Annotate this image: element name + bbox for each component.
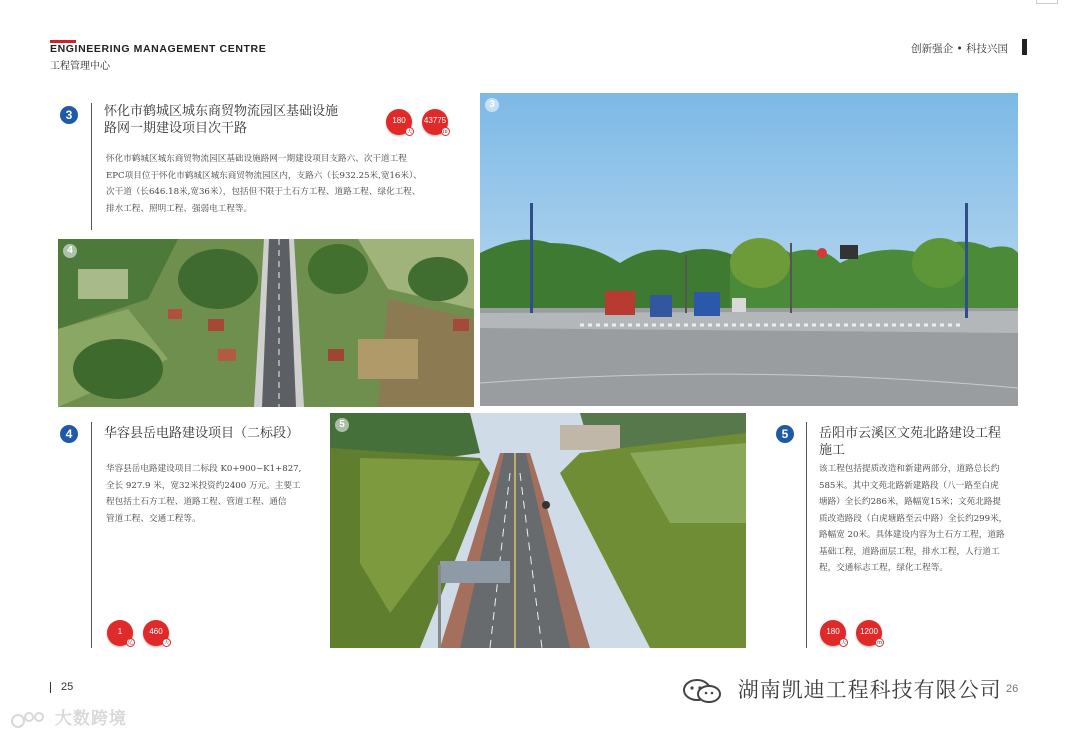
project-5-description <box>819 461 1007 577</box>
badge-value: 180 <box>826 627 840 636</box>
project-4-description <box>106 461 301 527</box>
watermark-right-text: 湖南凯迪工程科技有限公司 <box>737 678 1002 702</box>
project-3-description <box>106 151 422 217</box>
header-title-en: ENGINEERING MANAGEMENT CENTRE <box>50 43 267 55</box>
badge-unit: m <box>875 638 884 647</box>
slogan-bar <box>1022 39 1027 55</box>
badge-value: 180 <box>392 116 406 125</box>
project-3-rule <box>91 103 92 230</box>
project-5-title-line1: 岳阳市云溪区文苑北路建设工程 <box>819 426 1002 441</box>
project-4-title: 华容县岳电路建设项目（二标段） <box>104 426 300 441</box>
watermark-logo-icon <box>10 709 48 729</box>
desc-line: 程，交通标志工程，绿化工程等。 <box>819 563 948 573</box>
project-3-number: 3 <box>60 106 78 124</box>
desc-line: 路幅宽 20米。具体建设内容为土石方工程，道路 <box>819 530 1005 540</box>
project-4-number: 4 <box>60 425 78 443</box>
page-number-right: 26 <box>1006 683 1019 695</box>
photo-label: 3 <box>485 98 499 112</box>
desc-line: 质改造路段（白虎塘路至云中路）全长约299米， <box>819 513 1008 524</box>
project-3-duration-badge <box>386 109 412 135</box>
header-slogan: 创新强企 • 科技兴国 <box>911 43 1008 55</box>
desc-line: 塘路）全长约286米，路幅宽15米；文苑北路提 <box>819 497 1002 507</box>
page-number-bar <box>50 682 51 693</box>
valley-road-photo <box>330 413 746 648</box>
badge-value: 460 <box>149 627 163 636</box>
project-5-title-line2: 施工 <box>819 443 846 458</box>
project-5-title <box>819 425 1001 459</box>
desc-line: 华容县岳电路建设项目二标段 K0+900~K1+827, <box>106 464 302 474</box>
corner-mark <box>1036 0 1058 4</box>
desc-line: 程包括土石方工程、道路工程、管道工程、通信 <box>106 497 287 507</box>
page-number: 25 <box>61 681 74 693</box>
project-4-duration-badge <box>143 620 169 646</box>
desc-line: 全长 927.9 米，宽32米投资约2400 万元。主要工 <box>106 480 301 491</box>
aerial-road-photo <box>58 239 474 407</box>
photo-label: 5 <box>335 418 349 432</box>
watermark-left <box>10 704 127 729</box>
badge-unit: 天 <box>840 640 847 646</box>
watermark-left-text: 大数跨境 <box>54 709 127 729</box>
badge-unit: 天 <box>163 640 170 646</box>
photo-label: 4 <box>63 244 77 258</box>
desc-line: 该工程包括提质改造和新建两部分，道路总长约 <box>819 464 1000 474</box>
desc-line: 管道工程、交通工程等。 <box>106 513 201 524</box>
desc-line: 次干道（长646.18米,宽36米），包括但不限于土石方工程、道路工程、绿化工程、 <box>106 187 421 197</box>
project-5-duration-badge <box>820 620 846 646</box>
project-3-title <box>104 103 338 137</box>
desc-line: 585米。其中文苑北路新建路段（八一路至白虎 <box>819 480 999 491</box>
project-5-length-badge <box>856 620 882 646</box>
watermark-right <box>680 674 1002 704</box>
badge-value: 1200 <box>860 627 878 636</box>
project-5-number: 5 <box>776 425 794 443</box>
badge-unit: 亿 <box>127 640 134 646</box>
project-4-investment-badge <box>107 620 133 646</box>
badge-value: 43775 <box>423 116 447 125</box>
wechat-icon <box>680 678 724 704</box>
project-5-rule <box>806 422 807 648</box>
header-title-cn: 工程管理中心 <box>50 61 110 72</box>
badge-unit: ㎡ <box>442 129 449 135</box>
project-3-title-line1: 怀化市鹤城区城东商贸物流园区基础设施 <box>104 104 339 119</box>
badge-value: 1 <box>117 627 123 636</box>
project-3-title-line2: 路网一期建设项目次干路 <box>104 121 248 136</box>
desc-line: 怀化市鹤城区城东商贸物流园区基础设施路网一期建设项目支路六、次干道工程 <box>106 154 407 164</box>
intersection-photo <box>480 93 1018 406</box>
project-4-rule <box>91 422 92 648</box>
project-3-area-badge <box>422 109 448 135</box>
desc-line: 基础工程，道路面层工程，排水工程，人行道工 <box>819 546 1000 557</box>
desc-line: 排水工程、照明工程、强弱电工程等。 <box>106 203 253 214</box>
desc-line: EPC项目位于怀化市鹤城区城东商贸物流园区内，支路六（长932.25米,宽16米）、 <box>106 170 422 181</box>
badge-unit: 天 <box>406 129 413 135</box>
